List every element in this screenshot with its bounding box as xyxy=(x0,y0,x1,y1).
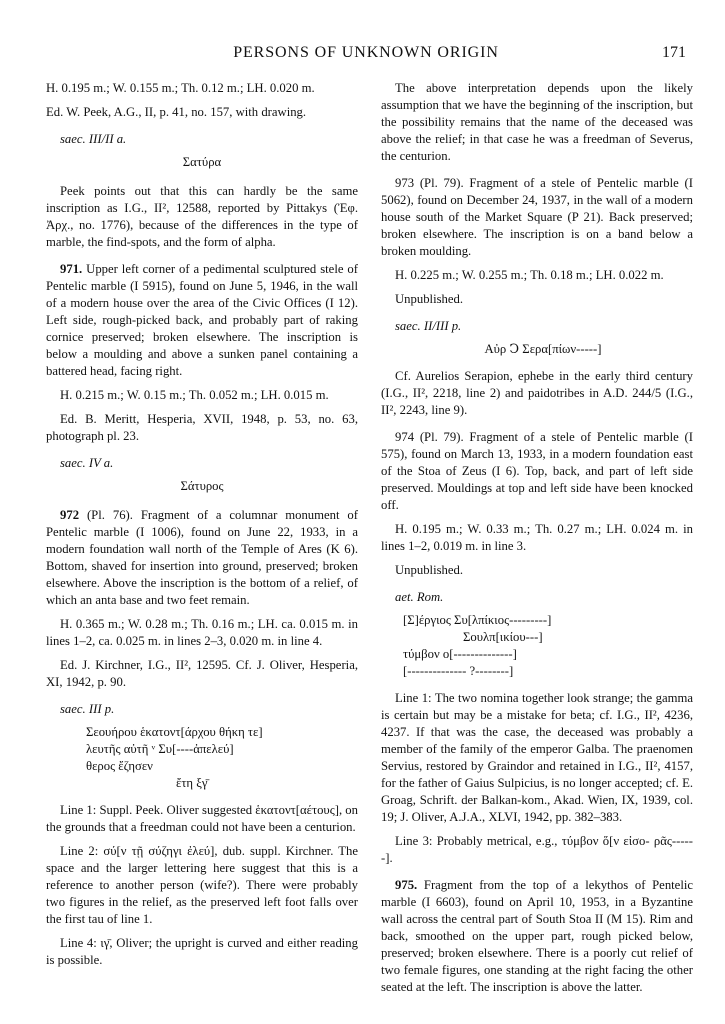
commentary-paragraph: The above interpretation depends upon the likely assumption that we have the beginning of the inscription, but the possibility remains that the name of the deceased was above the relief; in that case he was a freedman of Severus, the centurion. xyxy=(381,81,693,163)
dimensions-text: H. 0.195 m.; W. 0.155 m.; Th. 0.12 m.; LH. 0.020 m. xyxy=(46,81,315,95)
page-number: 171 xyxy=(662,44,686,61)
inscription-line: θερος ἔζησεν xyxy=(86,759,153,773)
line-note: Line 2: σύ[ν τῇ σύζηγι ἐλεύ], dub. suppl. Kirchner. The space and the larger lettering here suggest that this is a reference to another person (wife?). There were probably two figures in the relief, as the preserved left foot falls over the first tau of line 1. xyxy=(46,844,358,926)
dimensions-text: H. 0.225 m.; W. 0.255 m.; Th. 0.18 m.; LH. 0.022 m. xyxy=(395,268,664,282)
entry-description: (Pl. 76). Fragment of a columnar monument of Pentelic marble (I 1006), found on June 22, 1933, in a modern foundation wall north of the Temple of Ares (K 6). Bottom, shaved for insertion into ground, preserved; broken elsewhere. Above the inscription is the bottom of a relief, of which an anta base and two feet remain. xyxy=(46,508,359,607)
running-head: PERSONS OF UNKNOWN ORIGIN xyxy=(233,44,499,61)
commentary-paragraph: Cf. Aurelios Serapion, ephebe in the early third century (I.G., II², 2218, line 2) and paidotribes in A.D. 244/5 (I.G., II², 2243, line 9). xyxy=(381,369,693,417)
page-header xyxy=(46,44,686,70)
entry-number: 975. xyxy=(395,878,418,892)
inscription-line: ἔτη ξγ̄ xyxy=(176,776,208,790)
entry-number: 971. xyxy=(60,262,83,276)
date-label: saec. II/III p. xyxy=(395,319,462,333)
left-column xyxy=(46,80,358,976)
inscription-text xyxy=(393,341,693,358)
entry-975 xyxy=(381,877,693,996)
inscription-line: τύμβον ο[--------------] xyxy=(403,647,517,661)
line-note: Line 1: Suppl. Peek. Oliver suggested ἑκατοντ[αέτους], on the grounds that a freedman could not have been a centurion. xyxy=(46,803,358,834)
publication-status: Unpublished. xyxy=(395,292,464,306)
inscription-text xyxy=(86,724,358,792)
inscription-line: Σεουήρου ἑκατοντ[άρχου θήκη τε] xyxy=(86,725,263,739)
edition-text: Ed. J. Kirchner, I.G., II², 12595. Cf. J. Oliver, Hesperia, XI, 1942, p. 90. xyxy=(46,658,358,689)
greek-name: Σατύρα xyxy=(182,155,222,169)
dimensions-text: H. 0.195 m.; W. 0.33 m.; Th. 0.27 m.; LH. 0.024 m. in lines 1–2, 0.019 m. in line 3. xyxy=(381,522,693,553)
line-note: Line 4: ιγ̄, Oliver; the upright is curved and either reading is possible. xyxy=(46,936,358,967)
entry-973 xyxy=(381,175,693,260)
right-column xyxy=(381,80,693,1003)
date-label: saec. III p. xyxy=(60,702,115,716)
edition-text: Ed. B. Meritt, Hesperia, XVII, 1948, p. 53, no. 63, photograph pl. 23. xyxy=(46,412,358,443)
dimensions-text: H. 0.215 m.; W. 0.15 m.; Th. 0.052 m.; LH. 0.015 m. xyxy=(60,388,329,402)
date-label: saec. III/II a. xyxy=(60,132,127,146)
entry-number: 972 xyxy=(60,508,80,522)
entry-number: 974 xyxy=(395,430,415,444)
publication-status: Unpublished. xyxy=(395,563,464,577)
entry-description: (Pl. 79). Fragment of a stele of Pentelic marble (I 575), found on March 13, 1933, in a modern foundation east of the Stoa of Zeus (I 6). Top, back, and part of left side preserved. Mouldings at top and left side have been knocked off. xyxy=(381,430,693,512)
inscription-line: Σουλπ[ικίου---] xyxy=(463,630,543,644)
line-note: Line 3: Probably metrical, e.g., τύμβον ὅ[ν εἰσο- ρᾶς------]. xyxy=(381,834,693,865)
commentary-paragraph: Peek points out that this can hardly be the same inscription as I.G., II², 12588, reported by Pittakys (Ἐφ. Ἀρχ., no. 1776), because of the differences in the type of marble, the find-spots, and the form of alpha. xyxy=(46,184,358,249)
entry-972 xyxy=(46,507,358,609)
edition-text: Ed. W. Peek, A.G., II, p. 41, no. 157, with drawing. xyxy=(46,105,307,119)
date-label: aet. Rom. xyxy=(395,590,444,604)
entry-description: (Pl. 79). Fragment of a stele of Pentelic marble (I 5062), found on December 24, 1937, in the wall of a modern house south of the Market Square (P 21). Back preserved; broken elsewhere. The inscription is on a band below a broken moulding. xyxy=(381,176,693,258)
dimensions-text: H. 0.365 m.; W. 0.28 m.; Th. 0.16 m.; LH. ca. 0.015 m. in lines 1–2, ca. 0.025 m. in lines 2–3, 0.020 m. in line 4. xyxy=(46,617,358,648)
inscription-line: [-------------- ?--------] xyxy=(403,664,514,678)
inscription-line: Αὐρ Ↄ Σερα[πίων-----] xyxy=(484,342,602,356)
inscription-line: λευτῆς αὐτῆ ᵛ Συ[----ἀπελεύ] xyxy=(86,742,234,756)
line-note: Line 1: The two nomina together look strange; the gamma is certain but may be a mistake for beta; cf. I.G., II², 4236, 4237. If that was the case, the deceased was probably a member of the family of the emperor Galba. The praenomen Servius, restored by Graindor and retained in I.G., II², 4157, for the father of Gaius Sulpicius, is no longer accepted; cf. E. Groag, Schrift. der Balkan-kom., Akad. Wien, IX, 1939, col. 19; J. Oliver, A.J.A., XLVI, 1942, pp. 382–383. xyxy=(381,691,693,824)
entry-971 xyxy=(46,261,358,380)
greek-name: Σάτυρος xyxy=(180,479,224,493)
entry-description: Upper left corner of a pedimental sculptured stele of Pentelic marble (I 5915), found on June 5, 1946, in the wall of a modern house over the area of the Civic Offices (I 12). Left side, rough-picked back, and probably part of raking cornice preserved; broken elsewhere. The inscription is below a moulding and above a sunken panel containing a battered head, facing right. xyxy=(46,262,358,378)
inscription-text xyxy=(403,612,693,680)
inscription-line: [Σ]έργιος Συ[λπίκιος---------] xyxy=(403,613,552,627)
entry-974 xyxy=(381,429,693,514)
date-label: saec. IV a. xyxy=(60,456,114,470)
entry-number: 973 xyxy=(395,176,415,190)
entry-description: Fragment from the top of a lekythos of Pentelic marble (I 6603), found on April 10, 1953, in a Byzantine wall across the central part of South Stoa II (M 15). Rim and back, smoothed on the upper part, rough picked below, preserved; broken elsewhere. There is a poorly cut relief of two female figures, one standing at the right facing the other seated at the left. The inscription is above the latter. xyxy=(381,878,693,994)
